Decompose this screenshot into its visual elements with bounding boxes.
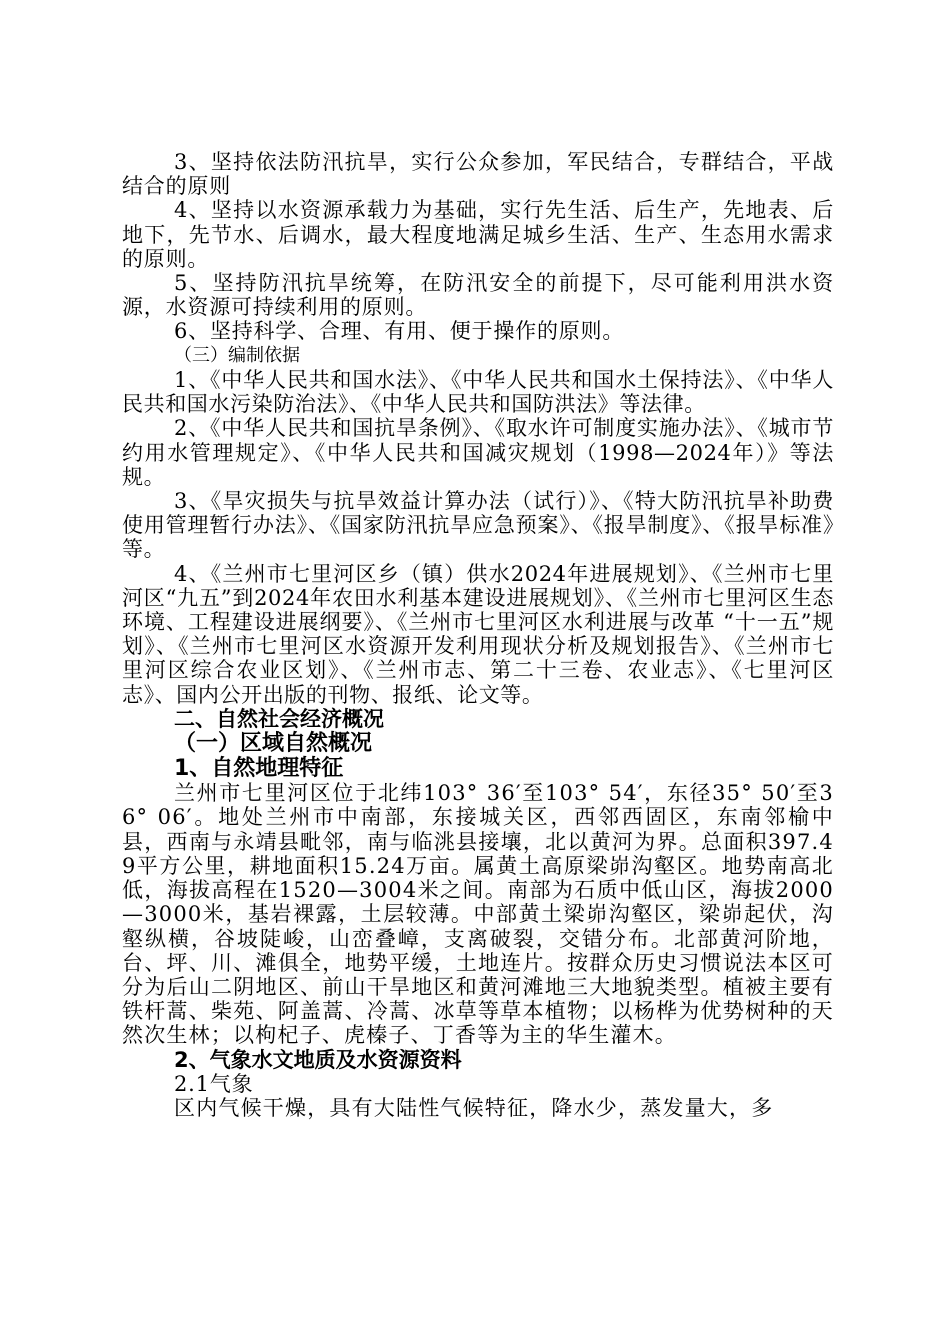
climate-paragraph: 区内气候干燥，具有大陆性气候特征，降水少，蒸发量大，多: [174, 1096, 774, 1121]
basis-paragraph-3: 3、《旱灾损失与抗旱效益计算办法（试行）》、《特大防汛抗旱补助费使用管理暂行办法》、《国家防汛抗旱应急预案》、《报旱制度》、《报旱标准》等。: [122, 489, 834, 562]
subheading-climate: 2.1气象: [174, 1071, 254, 1096]
principle-paragraph-5: 5、坚持防汛抗旱统筹，在防汛安全的前提下，尽可能利用洪水资源，水资源可持续利用的原则。: [122, 271, 834, 320]
heading-climate-hydrology: 2、气象水文地质及水资源资料: [174, 1047, 462, 1072]
basis-paragraph-1: 1、《中华人民共和国水法》、《中华人民共和国水土保持法》、《中华人民共和国水污染防治法》、《中华人民共和国防洪法》等法律。: [122, 368, 834, 417]
heading-compilation-basis: （三）编制依据: [174, 344, 300, 366]
basis-paragraph-2: 2、《中华人民共和国抗旱条例》、《取水许可制度实施办法》、《城市节约用水管理规定》、《中华人民共和国减灾规划（1998—2024年）》等法规。: [122, 416, 834, 489]
heading-geography: 1、自然地理特征: [174, 756, 344, 782]
geography-paragraph: 兰州市七里河区位于北纬103° 36′至103° 54′，东径35° 50′至36° 06′。地处兰州市中南部，东接城关区，西邻西固区，东南邻榆中县，西南与永靖县毗邻，南与临洮县接壤，北以黄河为界。总面积397.49平方公里，耕地面积15.24万亩。属黄土高原梁峁沟壑区。地势南高北低，海拔高程在1520—3004米之间。南部为石质中低山区，海拔2000—3000米，基岩裸露，土层较薄。中部黄土梁峁沟壑区，梁峁起伏，沟壑纵横，谷坡陡峻，山峦叠嶂，支离破裂，交错分布。北部黄河阶地，台、坪、川、滩俱全，地势平缓，土地连片。按群众历史习惯说法本区可分为后山二阴地区、前山干旱地区和黄河滩地三大地貌类型。植被主要有铁杆蒿、柴苑、阿盖蒿、冷蒿、冰草等草本植物；以杨桦为优势树种的天然次生林；以枸杞子、虎榛子、丁香等为主的华生灌木。: [122, 781, 834, 1048]
heading-region-overview: （一）区域自然概况: [174, 731, 373, 757]
principle-paragraph-6: 6、坚持科学、合理、有用、便于操作的原则。: [174, 319, 625, 344]
principle-paragraph-4: 4、坚持以水资源承载力为基础，实行先生活、后生产，先地表、后地下，先节水、后调水，最大程度地满足城乡生活、生产、生态用水需求的原则。: [122, 198, 834, 271]
heading-section-2: 二、自然社会经济概况: [174, 706, 384, 731]
principle-paragraph-3: 3、坚持依法防汛抗旱，实行公众参加，军民结合，专群结合，平战结合的原则: [122, 150, 834, 199]
basis-paragraph-4: 4、《兰州市七里河区乡（镇）供水2024年进展规划》、《兰州市七里河区“九五”到2024年农田水利基本建设进展规划》、《兰州市七里河区生态环境、工程建设进展纲要》、《兰州市七里河区水利进展与改革 “十一五”规划》、《兰州市七里河区水资源开发利用现状分析及规划报告》、《兰州市七里河区综合农业区划》、《兰州市志、第二十三卷、农业志》、《七里河区志》、国内公开出版的刊物、报纸、论文等。: [122, 561, 834, 707]
document-page: [122, 150, 834, 1120]
